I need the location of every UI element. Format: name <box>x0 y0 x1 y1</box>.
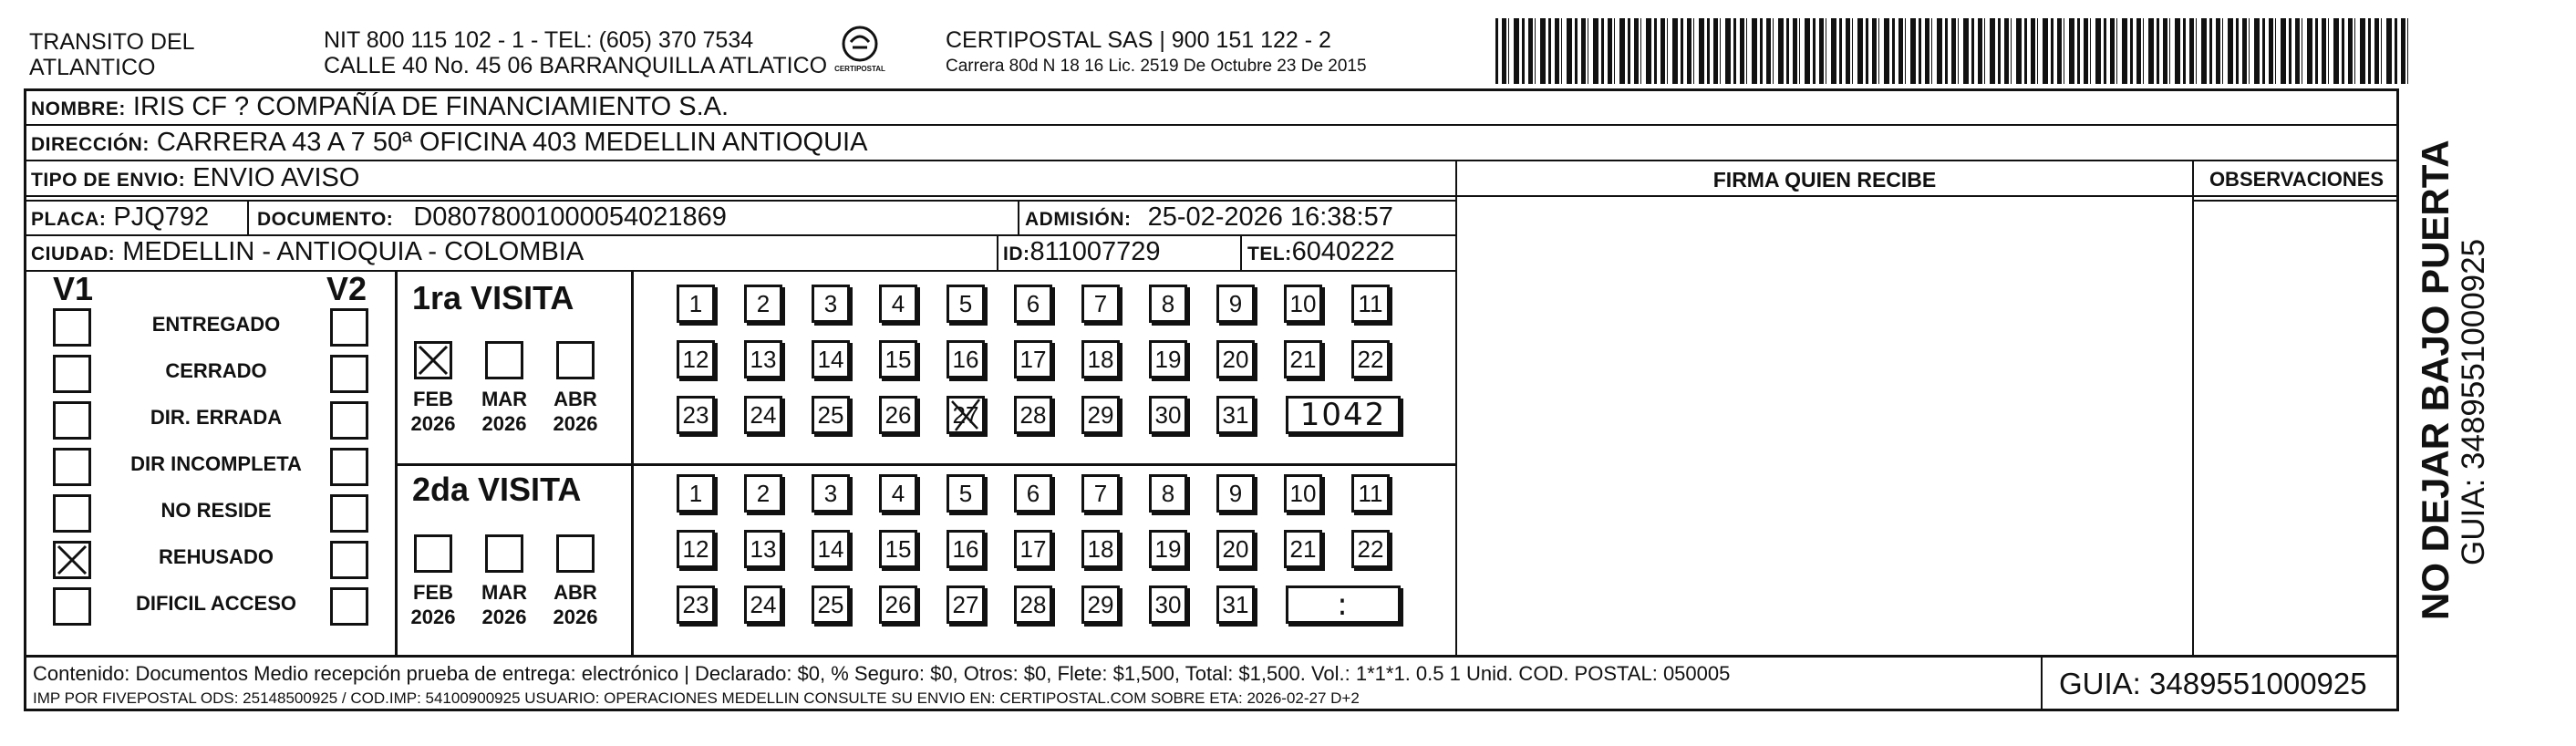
day-box-30[interactable]: 30 <box>1149 585 1187 624</box>
row-divider <box>395 463 1455 466</box>
day-box-25[interactable]: 25 <box>812 396 850 434</box>
day-box-5[interactable]: 5 <box>947 285 985 323</box>
day-box-7[interactable]: 7 <box>1081 285 1120 323</box>
day-box-14[interactable]: 14 <box>812 530 850 568</box>
logo-mark-icon <box>840 24 880 64</box>
day-box-24[interactable]: 24 <box>744 585 782 624</box>
documento-value: D08078001000054021869 <box>413 202 727 232</box>
nit-line: NIT 800 115 102 - 1 - TEL: (605) 370 7534 <box>324 27 754 53</box>
day-box-13[interactable]: 13 <box>744 340 782 378</box>
tel-field <box>1247 236 1395 270</box>
day-box-3[interactable]: 3 <box>812 285 850 323</box>
direccion-value: CARRERA 43 A 7 50ª OFICINA 403 MEDELLIN ANTIOQUIA <box>156 128 868 157</box>
observations-area[interactable] <box>2196 202 2397 653</box>
day-box-18[interactable]: 18 <box>1081 340 1120 378</box>
day-box-7[interactable]: 7 <box>1081 474 1120 513</box>
admision-field <box>1025 202 1393 235</box>
v1-label: V1 <box>53 270 94 307</box>
address-line: CALLE 40 No. 45 06 BARRANQUILLA ATLATICO <box>324 53 828 78</box>
footer-guia: GUIA: 3489551000925 <box>2059 667 2367 700</box>
col-divider <box>1455 161 1457 655</box>
v1-checkbox-entregado[interactable] <box>53 308 91 347</box>
v2-checkbox-dificil-acceso[interactable] <box>330 587 368 626</box>
day-box-25[interactable]: 25 <box>812 585 850 624</box>
day-box-15[interactable]: 15 <box>879 530 917 568</box>
month-checkbox-feb[interactable] <box>414 534 452 573</box>
day-box-20[interactable]: 20 <box>1216 340 1255 378</box>
tipo-envio-field <box>31 162 359 196</box>
day-box-23[interactable]: 23 <box>677 396 715 434</box>
nombre-value: IRIS CF ? COMPAÑÍA DE FINANCIAMIENTO S.A. <box>132 92 729 121</box>
tipo-envio-label: TIPO DE ENVIO: <box>31 170 186 191</box>
year-label-abr: 2026 <box>553 412 598 435</box>
v2-checkbox-no-reside[interactable] <box>330 494 368 533</box>
company-name-line1: TRANSITO DEL <box>29 29 195 55</box>
day-box-31[interactable]: 31 <box>1216 396 1255 434</box>
month-label-feb: FEB <box>413 388 453 410</box>
day-box-8[interactable]: 8 <box>1149 474 1187 513</box>
year-label-mar: 2026 <box>481 606 527 628</box>
day-box-16[interactable]: 16 <box>947 530 985 568</box>
day-box-28[interactable]: 28 <box>1014 396 1052 434</box>
col-divider <box>2192 161 2194 655</box>
day-box-17[interactable]: 17 <box>1014 530 1052 568</box>
status-label-dir-incompleta: DIR INCOMPLETA <box>130 452 302 475</box>
footer-line1: Contenido: Documentos Medio recepción prueba de entrega: electrónico | Declarado: $0, % Seguro: $0, Otros: $0, Flete: $1,500, Total: $1,500. Vol.: 1*1*1. 0.5 1 Unid. COD. POSTAL: 050005 <box>33 662 1731 685</box>
status-label-cerrado: CERRADO <box>165 359 267 382</box>
direccion-field <box>31 127 867 161</box>
v2-checkbox-rehusado[interactable] <box>330 541 368 579</box>
day-box-29[interactable]: 29 <box>1081 585 1120 624</box>
footer-line2: IMP POR FIVEPOSTAL ODS: 25148500925 / COD.IMP: 54100900925 USUARIO: OPERACIONES MEDELLIN CONSULTE SU ENVIO EN: CERTIPOSTAL.COM SOBRE ETA: 2026-02-27 D+2 <box>33 689 1360 707</box>
day-box-9[interactable]: 9 <box>1216 285 1255 323</box>
time-field[interactable]: : <box>1286 585 1401 624</box>
month-label-feb: FEB <box>413 581 453 604</box>
status-label-entregado: ENTREGADO <box>151 313 281 336</box>
side-text <box>2415 140 2491 620</box>
day-box-19[interactable]: 19 <box>1149 530 1187 568</box>
day-box-16[interactable]: 16 <box>947 340 985 378</box>
placa-value: PJQ792 <box>113 202 210 232</box>
day-box-1[interactable]: 1 <box>677 285 715 323</box>
month-checkbox-abr[interactable] <box>556 534 595 573</box>
v1-checkbox-rehusado[interactable] <box>53 541 91 579</box>
signature-area[interactable] <box>1459 202 2190 653</box>
day-box-3[interactable]: 3 <box>812 474 850 513</box>
day-box-5[interactable]: 5 <box>947 474 985 513</box>
day-box-15[interactable]: 15 <box>879 340 917 378</box>
courier-info <box>946 27 1367 77</box>
visit2-title: 2da VISITA <box>412 471 582 508</box>
company-name <box>29 29 195 80</box>
time-field[interactable]: 1042 <box>1286 396 1401 434</box>
day-box-27[interactable]: 27 <box>947 585 985 624</box>
id-value: 811007729 <box>1029 237 1161 266</box>
day-box-2[interactable]: 2 <box>744 285 782 323</box>
day-box-24[interactable]: 24 <box>744 396 782 434</box>
license-line: Carrera 80d N 18 16 Lic. 2519 De Octubre 23 De 2015 <box>946 57 1367 76</box>
v1-checkbox-dificil-acceso[interactable] <box>53 587 91 626</box>
v1-checkbox-dir-errada[interactable] <box>53 401 91 440</box>
day-box-10[interactable]: 10 <box>1284 474 1322 513</box>
certipostal-logo-icon <box>828 24 892 78</box>
company-contact <box>324 27 827 78</box>
month-checkbox-feb[interactable] <box>414 341 452 379</box>
col-divider <box>247 200 249 234</box>
placa-label: PLACA: <box>31 209 107 230</box>
documento-label: DOCUMENTO: <box>257 209 394 230</box>
day-box-11[interactable]: 11 <box>1351 474 1390 513</box>
id-field <box>1003 236 1161 270</box>
side-warning: NO DEJAR BAJO PUERTA <box>2414 140 2457 620</box>
day-box-18[interactable]: 18 <box>1081 530 1120 568</box>
side-guia: GUIA: 3489551000925 <box>2456 238 2491 565</box>
v1-checkbox-no-reside[interactable] <box>53 494 91 533</box>
day-box-21[interactable]: 21 <box>1284 340 1322 378</box>
tipo-envio-value: ENVIO AVISO <box>192 163 360 192</box>
day-box-4[interactable]: 4 <box>879 474 917 513</box>
day-box-21[interactable]: 21 <box>1284 530 1322 568</box>
tel-label: TEL: <box>1247 243 1292 264</box>
courier-line: CERTIPOSTAL SAS | 900 151 122 - 2 <box>946 27 1331 53</box>
day-box-26[interactable]: 26 <box>879 396 917 434</box>
direccion-label: DIRECCIÓN: <box>31 134 150 155</box>
admision-value: 25-02-2026 16:38:57 <box>1147 202 1393 232</box>
day-box-6[interactable]: 6 <box>1014 474 1052 513</box>
status-label-rehusado: REHUSADO <box>159 545 274 568</box>
month-checkbox-mar[interactable] <box>485 534 523 573</box>
month-label-abr: ABR <box>553 388 597 410</box>
day-box-28[interactable]: 28 <box>1014 585 1052 624</box>
documento-field <box>257 202 727 235</box>
firma-header: FIRMA QUIEN RECIBE <box>1712 168 1937 192</box>
day-box-31[interactable]: 31 <box>1216 585 1255 624</box>
day-box-13[interactable]: 13 <box>744 530 782 568</box>
nombre-label: NOMBRE: <box>31 98 126 119</box>
day-box-12[interactable]: 12 <box>677 340 715 378</box>
row-divider <box>24 195 2399 197</box>
month-label-mar: MAR <box>481 388 528 410</box>
status-label-dificil-acceso: DIFICIL ACCESO <box>135 592 296 615</box>
day-box-29[interactable]: 29 <box>1081 396 1120 434</box>
day-box-20[interactable]: 20 <box>1216 530 1255 568</box>
year-label-feb: 2026 <box>410 412 456 435</box>
ciudad-field <box>31 236 584 270</box>
col-divider <box>997 236 998 270</box>
day-box-10[interactable]: 10 <box>1284 285 1322 323</box>
month-checkbox-mar[interactable] <box>485 341 523 379</box>
day-box-8[interactable]: 8 <box>1149 285 1187 323</box>
row-divider <box>2192 200 2399 202</box>
handwritten-mark-icon <box>947 396 985 434</box>
ciudad-value: MEDELLIN - ANTIOQUIA - COLOMBIA <box>122 237 585 266</box>
status-label-no-reside: NO RESIDE <box>160 499 272 522</box>
tel-value: 6040222 <box>1291 237 1395 266</box>
month-label-abr: ABR <box>553 581 597 604</box>
day-box-30[interactable]: 30 <box>1149 396 1187 434</box>
day-box-9[interactable]: 9 <box>1216 474 1255 513</box>
day-box-17[interactable]: 17 <box>1014 340 1052 378</box>
year-label-mar: 2026 <box>481 412 527 435</box>
status-label-dir-errada: DIR. ERRADA <box>150 406 283 429</box>
col-divider <box>1240 236 1242 270</box>
col-divider <box>1018 200 1019 234</box>
barcode <box>1495 18 2412 84</box>
col-divider <box>2041 658 2043 711</box>
day-box-2[interactable]: 2 <box>744 474 782 513</box>
day-box-11[interactable]: 11 <box>1351 285 1390 323</box>
v1-checkbox-cerrado[interactable] <box>53 355 91 393</box>
v2-checkbox-dir-errada[interactable] <box>330 401 368 440</box>
day-box-23[interactable]: 23 <box>677 585 715 624</box>
visit1-title: 1ra VISITA <box>412 279 574 316</box>
year-label-abr: 2026 <box>553 606 598 628</box>
v2-checkbox-cerrado[interactable] <box>330 355 368 393</box>
v2-checkbox-entregado[interactable] <box>330 308 368 347</box>
placa-field <box>31 202 209 235</box>
day-box-22[interactable]: 22 <box>1351 340 1390 378</box>
company-name-line2: ATLANTICO <box>29 55 156 80</box>
month-label-mar: MAR <box>481 581 528 604</box>
v1-checkbox-dir-incompleta[interactable] <box>53 448 91 486</box>
nombre-field <box>31 91 729 125</box>
month-checkbox-abr[interactable] <box>556 341 595 379</box>
row-divider <box>24 655 2399 658</box>
day-box-6[interactable]: 6 <box>1014 285 1052 323</box>
id-label: ID: <box>1003 243 1030 264</box>
day-box-19[interactable]: 19 <box>1149 340 1187 378</box>
logo-caption: CERTIPOSTAL <box>834 65 885 73</box>
admision-label: ADMISIÓN: <box>1025 209 1132 230</box>
ciudad-label: CIUDAD: <box>31 243 116 264</box>
day-box-26[interactable]: 26 <box>879 585 917 624</box>
day-box-4[interactable]: 4 <box>879 285 917 323</box>
observaciones-header: OBSERVACIONES <box>2209 168 2385 191</box>
day-box-12[interactable]: 12 <box>677 530 715 568</box>
row-divider <box>24 270 1455 272</box>
year-label-feb: 2026 <box>410 606 456 628</box>
day-box-27[interactable]: 27 <box>947 396 985 434</box>
day-box-22[interactable]: 22 <box>1351 530 1390 568</box>
day-box-14[interactable]: 14 <box>812 340 850 378</box>
v2-label: V2 <box>326 270 367 307</box>
day-box-1[interactable]: 1 <box>677 474 715 513</box>
v2-checkbox-dir-incompleta[interactable] <box>330 448 368 486</box>
